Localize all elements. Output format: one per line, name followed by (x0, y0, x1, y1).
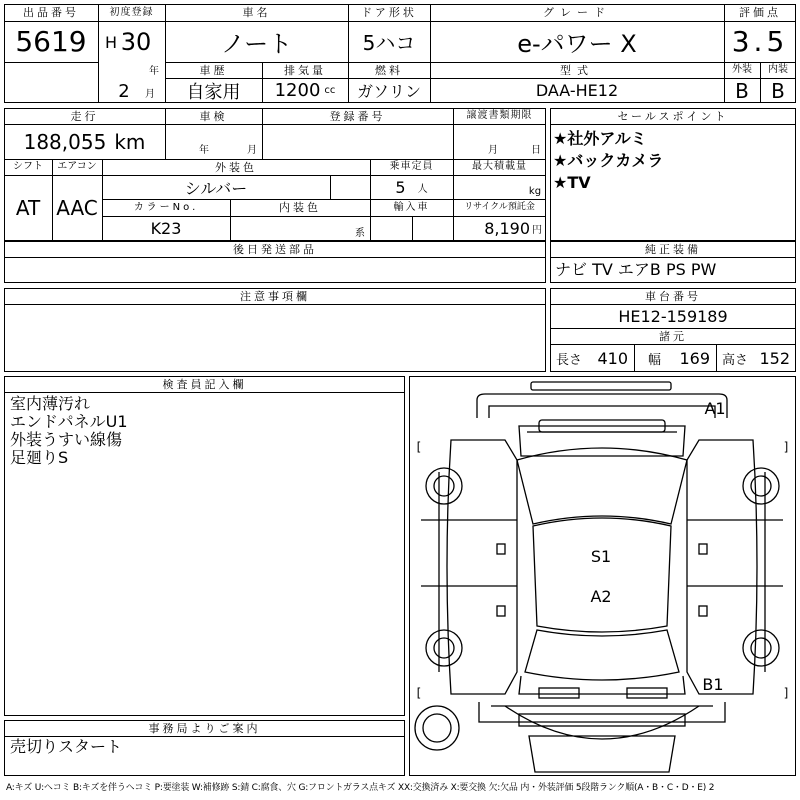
fuel-label: 燃料 (375, 63, 403, 77)
transfer-label: 譲渡書類期限 (466, 110, 533, 121)
capacity (370, 176, 453, 199)
rear-window-shape (525, 630, 679, 680)
width (634, 345, 716, 372)
transfer-month-unit: 月 (488, 144, 498, 155)
transfer-day-unit: 日 (531, 144, 541, 155)
grade: e-パワー X (517, 30, 637, 58)
reg-year: 30 (120, 28, 152, 56)
year-unit: 年 (149, 65, 159, 76)
width-label: 幅 (648, 353, 662, 368)
left-body-shape (447, 440, 517, 694)
color-no-label: カラーNo. (133, 201, 199, 213)
score-label: 評価点 (739, 6, 781, 19)
right-mirror-shape (699, 544, 707, 554)
mileage-value: 188,055 (23, 130, 107, 154)
genuine-equipment: ナビ TV エアB PS PW (555, 260, 717, 279)
history-label: 車歴 (199, 63, 228, 77)
height-value: 152 (759, 349, 790, 368)
era: H (104, 32, 118, 52)
parts-label: 後日発送部品 (233, 242, 317, 256)
genuine-label: 純正装備 (645, 242, 701, 256)
car-name: ノート (220, 30, 293, 58)
capacity-unit: 人 (417, 184, 428, 195)
insp-year-unit: 年 (199, 144, 209, 155)
sales-point-item: ★社外アルミ (553, 129, 647, 148)
left-mirror-shape (497, 544, 505, 554)
chassis-label: 車台番号 (645, 289, 701, 303)
rear-end-shape (479, 702, 725, 722)
displacement-unit: cc (324, 85, 336, 96)
width-value: 169 (679, 349, 710, 368)
mileage-unit: km (114, 130, 146, 154)
score: 3.5 (731, 25, 789, 58)
max-load-label: 最大積載量 (472, 161, 527, 172)
sales-point-item: ★バックカメラ (553, 151, 664, 170)
damage-mark: B1 (702, 674, 724, 694)
hood-shape (519, 426, 685, 456)
legend: A:キズ U:ヘコミ B:キズを伴うヘコミ P:要塗装 W:補修跡 S:錆 C:腐食、穴 G:フロントガラス点キズ XX:交換済み X:要交換 欠:欠品 内・外装評価 5段階ランク順(A・B・C・D・E) 2 (6, 783, 715, 793)
fuel: ガソリン (356, 82, 421, 101)
damage-mark: A2 (590, 586, 612, 606)
door-shape: 5ハコ (362, 31, 416, 55)
dims-label: 諸元 (659, 329, 687, 343)
month-unit: 月 (145, 88, 155, 100)
chassis-number: HE12-159189 (618, 307, 728, 326)
notes-label: 注意事項欄 (240, 289, 310, 303)
left-handle-shape (497, 606, 505, 616)
windshield-shape (517, 448, 687, 524)
roof-shape (533, 518, 671, 632)
right-handle-shape (699, 606, 707, 616)
model-code: DAA-HE12 (535, 81, 619, 100)
lot-label: 出品番号 (23, 6, 79, 19)
front-bumper-shape (531, 382, 671, 390)
damage-mark: A1 (704, 398, 726, 418)
damage-mark: S1 (590, 546, 612, 566)
history: 自家用 (186, 81, 241, 103)
color-label: 外装色 (215, 160, 257, 174)
exterior-color: シルバー (184, 179, 248, 198)
door-label: ドア形状 (361, 6, 417, 19)
displacement-label: 排気量 (284, 63, 326, 77)
recycle (453, 217, 546, 240)
mileage (4, 126, 165, 158)
height (716, 345, 796, 372)
car-damage-diagram (409, 376, 796, 776)
reg-no-label: 登録番号 (329, 109, 386, 123)
height-label: 高さ (722, 353, 749, 368)
exterior-grade: B (735, 78, 749, 103)
rear-shape (519, 676, 685, 694)
aircon-label: エアコン (57, 161, 97, 172)
max-load-unit: kg (528, 185, 542, 197)
car-name-label: 車名 (242, 6, 271, 19)
inspector-label: 検査員記入欄 (162, 377, 247, 391)
aircon: AAC (56, 196, 98, 220)
sales-point-item: ★TV (553, 173, 591, 192)
recycle-label: リサイクル預託金 (464, 202, 535, 212)
sales-points-label: セールスポイント (617, 109, 729, 123)
first-reg-label: 初度登録 (109, 6, 154, 18)
displacement-value: 1200 (274, 80, 321, 101)
diagram-bracket-right: ] (783, 440, 789, 454)
inspector-remark: エンドパネルU1 (10, 412, 128, 431)
int-color-label: 内装色 (279, 201, 321, 214)
underbody-shape (505, 706, 699, 772)
exterior-label: 外装 (732, 64, 752, 75)
inspector-remark: 外装うすい線傷 (10, 430, 123, 449)
import-label: 輸入車 (393, 201, 430, 213)
rear-bumper-shape (539, 688, 579, 698)
office-notice: 売切りスタート (10, 737, 123, 756)
interior-label: 内装 (768, 64, 788, 75)
inspection-label: 車検 (199, 109, 228, 123)
diagram-bracket-left: [ (416, 686, 422, 700)
front-right-wheel (743, 468, 779, 504)
rear-left-wheel (426, 630, 462, 666)
recycle-unit: 円 (532, 225, 542, 236)
recycle-value: 8,190 (484, 219, 530, 238)
shift-label: シフト (13, 161, 43, 172)
color-no: K23 (150, 219, 182, 238)
interior-grade: B (771, 78, 785, 103)
grade-label: グレード (543, 6, 611, 19)
length-value: 410 (597, 349, 628, 368)
right-body-shape (687, 440, 757, 694)
inspector-remark: 足廻りS (10, 448, 69, 467)
length-label: 長さ (556, 353, 583, 368)
length (550, 345, 634, 372)
spare-tire (415, 706, 459, 750)
capacity-label: 乗車定員 (389, 161, 434, 172)
capacity-value: 5 (395, 178, 406, 197)
office-label: 事務局よりご案内 (148, 721, 261, 735)
insp-month-unit: 月 (247, 144, 257, 155)
diagram-bracket-left: [ (416, 440, 422, 454)
rear-bumper-shape (627, 688, 667, 698)
lot-number: 5619 (15, 25, 87, 58)
reg-month: 2 (118, 80, 130, 102)
diagram-bracket-right: ] (783, 686, 789, 700)
inspector-remark: 室内薄汚れ (10, 394, 91, 413)
model-label: 型式 (560, 63, 594, 77)
front-end-shape (477, 394, 727, 418)
displacement (262, 78, 348, 103)
mileage-label: 走行 (70, 109, 99, 123)
shift: AT (15, 196, 41, 220)
int-color-unit: 系 (355, 227, 365, 238)
rear-floor-shape (519, 714, 685, 726)
rear-right-wheel (743, 630, 779, 666)
front-left-wheel (426, 468, 462, 504)
